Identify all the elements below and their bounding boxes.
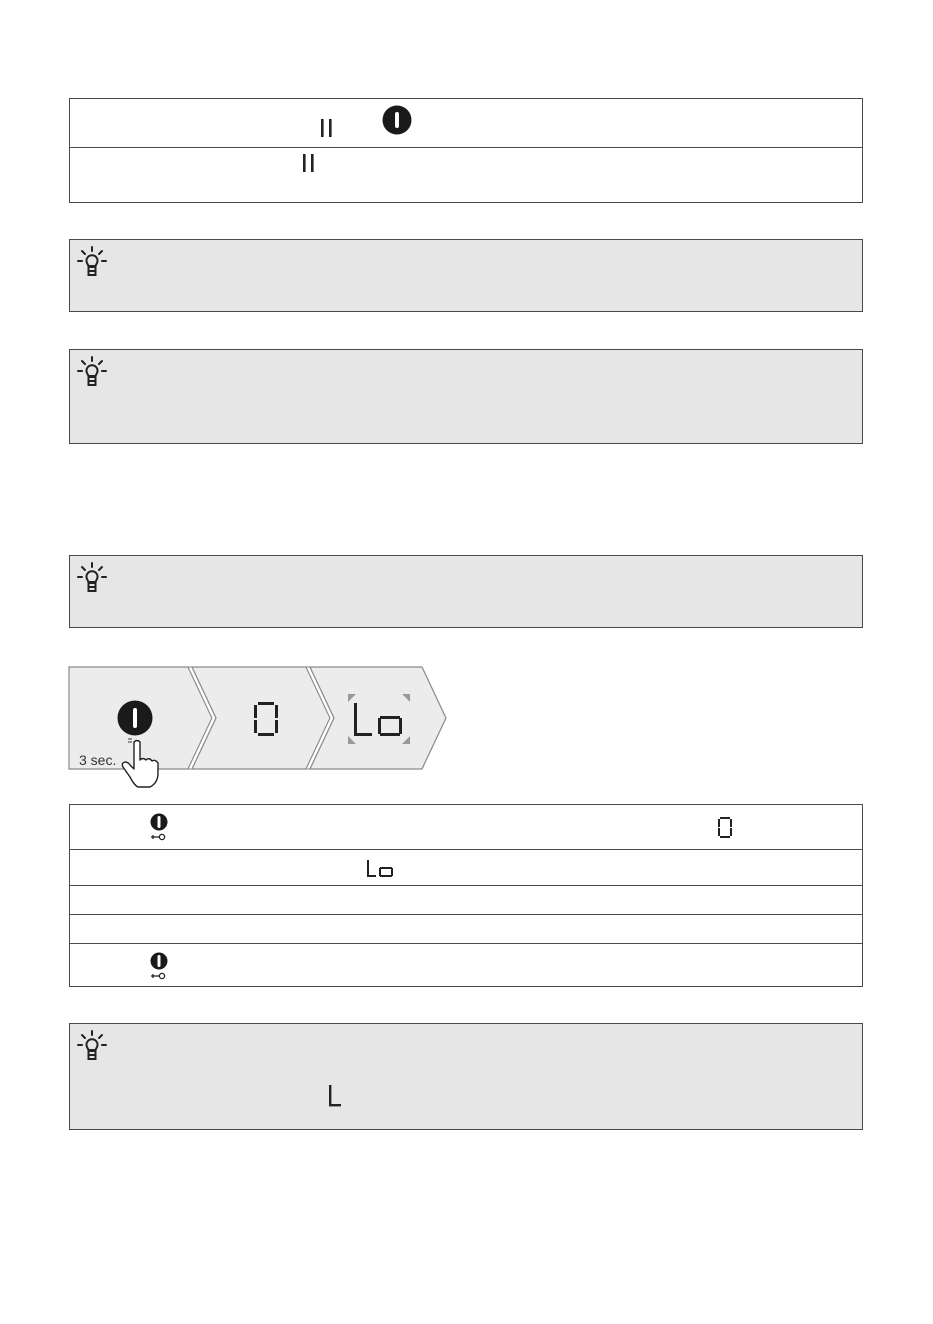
lightbulb-icon <box>76 562 108 596</box>
tip-box-4 <box>69 1023 863 1130</box>
power-icon <box>117 700 153 736</box>
power-lock-icon <box>149 813 169 841</box>
power-icon <box>382 105 412 135</box>
lightbulb-icon <box>76 1030 108 1064</box>
tip-box-1 <box>69 239 863 312</box>
table-top-row-2 <box>70 147 862 204</box>
lightbulb-icon <box>76 356 108 390</box>
table-steps-row-1 <box>70 805 862 849</box>
table-steps <box>69 804 863 987</box>
step-diagram <box>68 666 448 770</box>
pause-icon <box>320 119 334 137</box>
lightbulb-icon <box>76 246 108 280</box>
table-steps-row-5 <box>70 943 862 988</box>
pause-icon <box>302 154 316 172</box>
tip-box-2 <box>69 349 863 444</box>
display-zero <box>254 702 278 736</box>
display-lo-small <box>367 860 393 878</box>
table-top <box>69 98 863 203</box>
display-l-small <box>329 1085 343 1107</box>
power-lock-icon <box>149 952 169 980</box>
display-lo <box>346 692 412 746</box>
duration-label: 3 sec. <box>79 752 117 768</box>
table-steps-row-3 <box>70 885 862 914</box>
table-steps-row-4 <box>70 914 862 943</box>
pointing-hand-icon <box>120 736 162 788</box>
table-top-row-1 <box>70 99 862 147</box>
display-zero-small <box>718 817 732 838</box>
tip-box-3 <box>69 555 863 628</box>
table-steps-row-2 <box>70 849 862 885</box>
